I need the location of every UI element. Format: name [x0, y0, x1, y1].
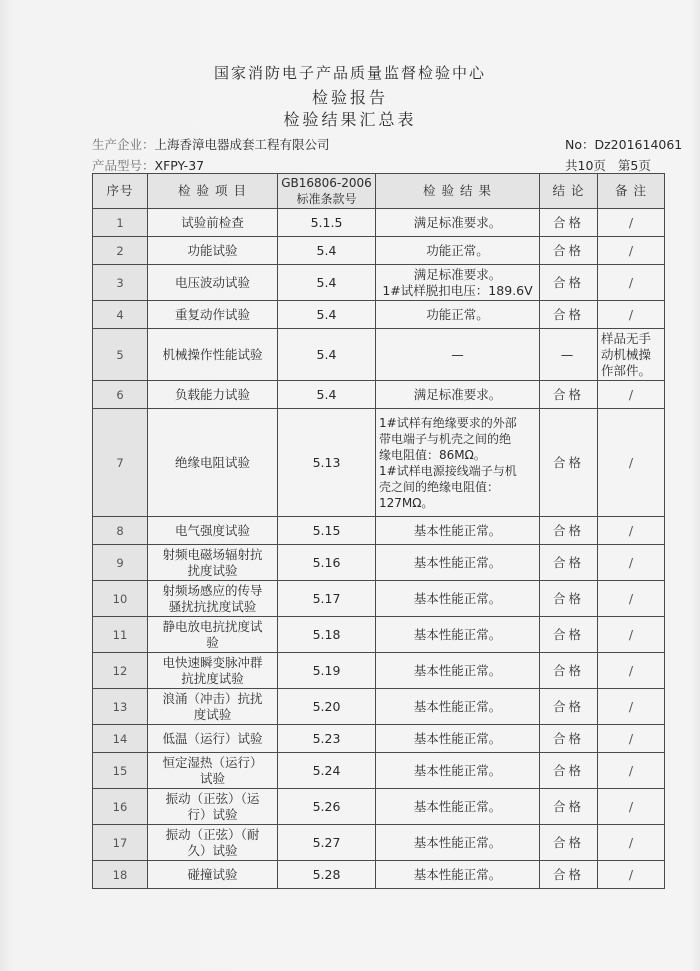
clause-cell: 5.4: [278, 329, 376, 381]
clause-cell: 5.13: [278, 409, 376, 517]
item-cell: 低温（运行）试验: [148, 725, 278, 753]
table-header-row: [93, 174, 665, 209]
item-cell: 电快速瞬变脉冲群 抗扰度试验: [148, 653, 278, 689]
col-clause: [278, 174, 376, 209]
conclusion-cell: 合格: [540, 581, 598, 617]
clause-cell: 5.24: [278, 753, 376, 789]
col-conclusion: 结 论: [540, 174, 598, 209]
col-result: 检 验 结 果: [376, 174, 540, 209]
report-number: No：Dz201614061: [565, 137, 683, 152]
item-cell: 振动（正弦）（运 行）试验: [148, 789, 278, 825]
table-row: [93, 209, 665, 237]
company-line: [92, 135, 330, 153]
remark-cell: /: [598, 617, 665, 653]
table-row: [93, 825, 665, 861]
item-cell: 机械操作性能试验: [148, 329, 278, 381]
item-cell: 浪涌（冲击）抗扰 度试验: [148, 689, 278, 725]
clause-cell: 5.20: [278, 689, 376, 725]
result-cell: 基本性能正常。: [376, 617, 540, 653]
seq-cell: 4: [93, 301, 148, 329]
seq-cell: 18: [93, 861, 148, 889]
result-cell: 基本性能正常。: [376, 689, 540, 725]
remark-cell: /: [598, 653, 665, 689]
table-row: [93, 653, 665, 689]
model-line: [92, 156, 204, 174]
conclusion-cell: —: [540, 329, 598, 381]
summary-title: 检验结果汇总表: [283, 110, 417, 129]
item-cell: 碰撞试验: [148, 861, 278, 889]
remark-cell: /: [598, 753, 665, 789]
clause-cell: 5.4: [278, 265, 376, 301]
conclusion-cell: 合格: [540, 545, 598, 581]
seq-cell: 15: [93, 753, 148, 789]
remark-cell: /: [598, 301, 665, 329]
conclusion-cell: 合格: [540, 265, 598, 301]
company-name: 上海香漳电器成套工程有限公司: [154, 137, 330, 152]
conclusion-cell: 合格: [540, 825, 598, 861]
conclusion-cell: 合格: [540, 753, 598, 789]
remark-cell: /: [598, 545, 665, 581]
item-cell: 负载能力试验: [148, 381, 278, 409]
conclusion-cell: 合格: [540, 209, 598, 237]
model-value: XFPY-37: [154, 158, 205, 173]
clause-cell: 5.4: [278, 301, 376, 329]
clause-cell: 5.4: [278, 381, 376, 409]
seq-cell: 8: [93, 517, 148, 545]
result-cell: 满足标准要求。: [376, 209, 540, 237]
institution-title: 国家消防电子产品质量监督检验中心: [213, 64, 486, 82]
clause-cell: 5.15: [278, 517, 376, 545]
remark-cell: /: [598, 209, 665, 237]
conclusion-cell: 合格: [540, 301, 598, 329]
conclusion-cell: 合格: [540, 789, 598, 825]
table-row: [93, 329, 665, 381]
seq-cell: 3: [93, 265, 148, 301]
item-cell: 恒定湿热（运行） 试验: [148, 753, 278, 789]
result-cell: 基本性能正常。: [376, 789, 540, 825]
table-row: [93, 409, 665, 517]
conclusion-cell: 合格: [540, 517, 598, 545]
item-cell: 电压波动试验: [148, 265, 278, 301]
model-label: 产品型号：: [92, 158, 155, 173]
clause-cell: 5.23: [278, 725, 376, 753]
item-cell: 试验前检查: [148, 209, 278, 237]
remark-cell: 样品无手 动机械操 作部件。: [598, 329, 665, 381]
conclusion-cell: 合格: [540, 617, 598, 653]
conclusion-cell: 合格: [540, 689, 598, 725]
current-page: 第5页: [617, 158, 651, 173]
seq-cell: 11: [93, 617, 148, 653]
table-row: [93, 381, 665, 409]
table-row: [93, 517, 665, 545]
remark-cell: /: [598, 689, 665, 725]
result-cell: 功能正常。: [376, 301, 540, 329]
seq-cell: 16: [93, 789, 148, 825]
clause-cell: 5.17: [278, 581, 376, 617]
clause-cell: 5.19: [278, 653, 376, 689]
table-row: [93, 237, 665, 265]
item-cell: 电气强度试验: [148, 517, 278, 545]
clause-cell: 5.16: [278, 545, 376, 581]
remark-cell: /: [598, 517, 665, 545]
remark-cell: /: [598, 237, 665, 265]
result-cell: 基本性能正常。: [376, 753, 540, 789]
conclusion-cell: 合格: [540, 237, 598, 265]
result-cell: 基本性能正常。: [376, 517, 540, 545]
seq-cell: 5: [93, 329, 148, 381]
table-row: [93, 753, 665, 789]
table-row: [93, 301, 665, 329]
conclusion-cell: 合格: [540, 409, 598, 517]
col-clause-line2: 标准条款号: [296, 192, 357, 206]
seq-cell: 12: [93, 653, 148, 689]
remark-cell: /: [598, 381, 665, 409]
col-remark: 备 注: [598, 174, 665, 209]
col-clause-line1: GB16806-2006: [281, 176, 372, 190]
table-row: [93, 265, 665, 301]
result-cell: 满足标准要求。: [376, 381, 540, 409]
result-cell: 基本性能正常。: [376, 725, 540, 753]
remark-cell: /: [598, 789, 665, 825]
item-cell: 绝缘电阻试验: [148, 409, 278, 517]
table-row: [93, 725, 665, 753]
seq-cell: 7: [93, 409, 148, 517]
item-cell: 功能试验: [148, 237, 278, 265]
seq-cell: 9: [93, 545, 148, 581]
result-cell: 基本性能正常。: [376, 581, 540, 617]
table-row: [93, 789, 665, 825]
col-item: 检 验 项 目: [148, 174, 278, 209]
item-cell: 射频场感应的传导 骚扰抗扰度试验: [148, 581, 278, 617]
item-cell: 重复动作试验: [148, 301, 278, 329]
result-cell: 基本性能正常。: [376, 825, 540, 861]
seq-cell: 10: [93, 581, 148, 617]
result-cell: 满足标准要求。 1#试样脱扣电压：189.6V: [376, 265, 540, 301]
seq-cell: 6: [93, 381, 148, 409]
item-cell: 振动（正弦）（耐 久）试验: [148, 825, 278, 861]
table-row: [93, 545, 665, 581]
remark-cell: /: [598, 861, 665, 889]
seq-cell: 14: [93, 725, 148, 753]
result-cell: 基本性能正常。: [376, 545, 540, 581]
result-cell: 功能正常。: [376, 237, 540, 265]
conclusion-cell: 合格: [540, 381, 598, 409]
result-cell: —: [376, 329, 540, 381]
table-row: [93, 861, 665, 889]
conclusion-cell: 合格: [540, 653, 598, 689]
table-row: [93, 617, 665, 653]
clause-cell: 5.27: [278, 825, 376, 861]
seq-cell: 13: [93, 689, 148, 725]
clause-cell: 5.26: [278, 789, 376, 825]
conclusion-cell: 合格: [540, 861, 598, 889]
company-label: 生产企业：: [92, 137, 155, 152]
report-title: 检验报告: [311, 88, 388, 107]
result-cell: 基本性能正常。: [376, 653, 540, 689]
result-cell: 基本性能正常。: [376, 861, 540, 889]
remark-cell: /: [598, 581, 665, 617]
page-count: [565, 156, 651, 174]
results-table: [92, 173, 665, 889]
conclusion-cell: 合格: [540, 725, 598, 753]
table-row: [93, 689, 665, 725]
seq-cell: 1: [93, 209, 148, 237]
item-cell: 静电放电抗扰度试 验: [148, 617, 278, 653]
table-row: [93, 581, 665, 617]
total-pages: 共10页: [565, 158, 606, 173]
clause-cell: 5.4: [278, 237, 376, 265]
seq-cell: 2: [93, 237, 148, 265]
remark-cell: /: [598, 265, 665, 301]
clause-cell: 5.18: [278, 617, 376, 653]
clause-cell: 5.1.5: [278, 209, 376, 237]
item-cell: 射频电磁场辐射抗 扰度试验: [148, 545, 278, 581]
remark-cell: /: [598, 825, 665, 861]
seq-cell: 17: [93, 825, 148, 861]
remark-cell: /: [598, 725, 665, 753]
clause-cell: 5.28: [278, 861, 376, 889]
col-seq: 序号: [93, 174, 148, 209]
result-cell: 1#试样有绝缘要求的外部 带电端子与机壳之间的绝 缘电阻值：86MΩ。 1#试样电源接线端子与机 壳之间的绝缘电阻值： 127MΩ。: [376, 409, 540, 517]
remark-cell: /: [598, 409, 665, 517]
